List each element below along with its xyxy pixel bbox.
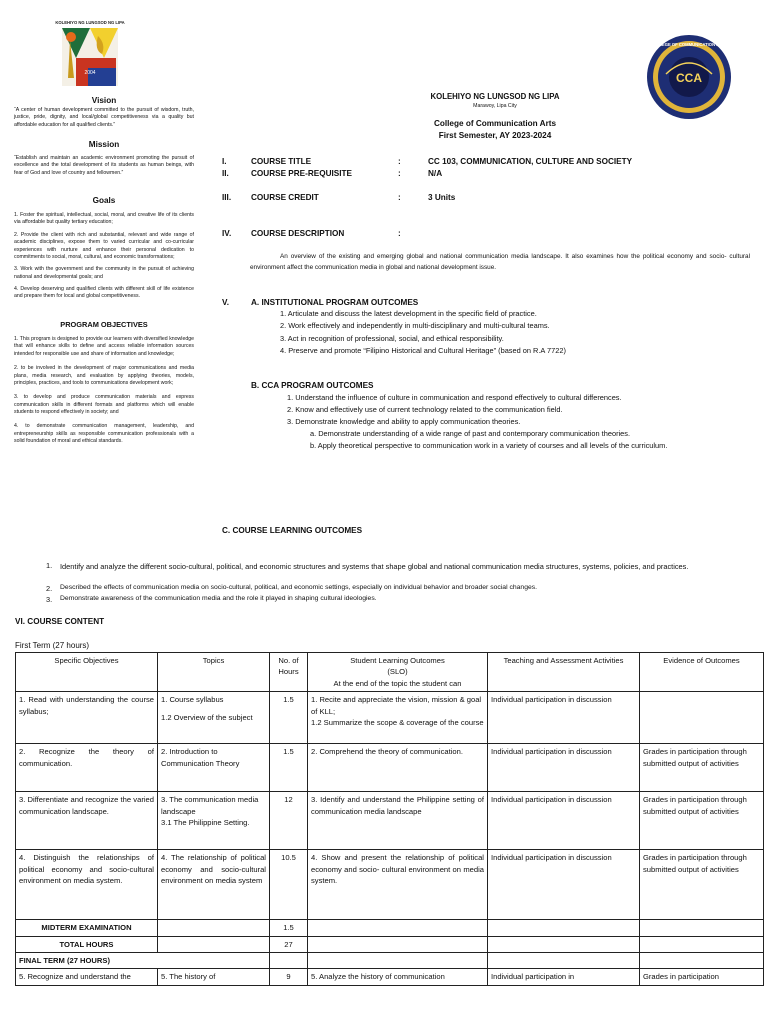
empty-cell (158, 936, 270, 952)
cell-hours: 9 (270, 969, 308, 985)
header-hours: No. of Hours (270, 653, 308, 692)
empty-cell (488, 952, 640, 968)
row-num-4: IV. (222, 229, 232, 238)
cca-outcome: 1. Understand the influence of culture in communication and respond effectively to cultural differences. (287, 393, 622, 402)
logo-left-year: 2004 (84, 70, 96, 76)
clo-number: 2. (46, 584, 53, 593)
cell-topic (158, 692, 270, 744)
colon: : (398, 193, 401, 202)
institutional-outcome: 2. Work effectively and independently in multi-disciplinary and multi-cultural teams. (280, 321, 550, 330)
cell-hours: 12 (270, 792, 308, 850)
empty-cell (488, 920, 640, 936)
midterm-row (16, 920, 764, 936)
table-row (16, 969, 764, 985)
empty-cell (308, 920, 488, 936)
goal-item: 3. Work with the government and the community in the pursuit of achieving national and developmental goals; and (14, 266, 194, 280)
course-title-value: CC 103, COMMUNICATION, CULTURE AND SOCIETY (428, 157, 633, 166)
midterm-hours: 1.5 (270, 920, 308, 936)
cell-tla: Individual participation in (488, 969, 640, 985)
school-address: Marawoy, Lipa City (473, 103, 517, 109)
row-num-1: I. (222, 157, 227, 166)
cca-outcome: 2. Know and effectively use of current technology related to the communication field. (287, 405, 563, 414)
cell-topic: 2. Introduction to Communication Theory (158, 744, 270, 792)
credit-label: COURSE CREDIT (251, 193, 319, 202)
midterm-label: MIDTERM EXAMINATION (16, 920, 158, 936)
course-content-title: VI. COURSE CONTENT (15, 617, 105, 626)
row-num-3: III. (222, 193, 232, 202)
goals-list (14, 212, 194, 306)
vision-text (14, 107, 194, 134)
logo-left-text: KOLEHIYO NG LUNGSOD NG LIPA (55, 20, 125, 25)
total-label: TOTAL HOURS (16, 936, 158, 952)
cell-tla: Individual participation in discussion (488, 692, 640, 744)
cell-objective: 2. Recognize the theory of communication. (16, 744, 158, 792)
cell-objective: 3. Differentiate and recognize the varied communication landscape. (16, 792, 158, 850)
cell-evidence: Grades in participation through submitted output of activities (640, 744, 764, 792)
cell-slo: 5. Analyze the history of communication (308, 969, 488, 985)
cell-topic (158, 792, 270, 850)
first-term-label: First Term (27 hours) (15, 641, 90, 650)
institutional-outcome: 4. Preserve and promote “Filipino Historical and Cultural Heritage” (based on R.A 7722) (280, 346, 566, 355)
empty-cell (640, 952, 764, 968)
header-objectives: Specific Objectives (16, 653, 158, 692)
header-tla: Teaching and Assessment Activities (488, 653, 640, 692)
logo-right-text: COLLEGE OF COMMUNICATION ARTS (650, 42, 728, 47)
table-header-row (16, 653, 764, 692)
course-learning-outcomes-title: C. COURSE LEARNING OUTCOMES (222, 526, 363, 535)
cell-slo: 2. Comprehend the theory of communication. (308, 744, 488, 792)
table-row (16, 792, 764, 850)
kll-logo (52, 18, 128, 90)
goal-item: 4. Develop deserving and qualified clients with different skill of life existence and prepare them for local and global competitiveness. (14, 286, 194, 300)
institutional-outcome: 3. Act in recognition of professional, social, and ethical responsibility. (280, 334, 504, 343)
slo-header-line: Student Learning Outcomes (350, 656, 445, 665)
colon: : (398, 157, 401, 166)
clo-text: Described the effects of communication media on socio-cultural, political, and economic settings, especially on individual behavior and broader social changes. (60, 584, 538, 591)
cell-objective: 4. Distinguish the relationships of political economy and socio-cultural environment on media system. (16, 850, 158, 920)
objectives-title: PROGRAM OBJECTIVES (60, 320, 148, 329)
cell-evidence (640, 692, 764, 744)
vision-title: Vision (91, 96, 117, 105)
semester: First Semester, AY 2023-2024 (438, 131, 552, 140)
row-num-2: II. (222, 169, 229, 178)
section-num-5: V. (222, 298, 229, 307)
course-content-table (15, 652, 764, 986)
cell-slo (308, 692, 488, 744)
objective-item: 4. to demonstrate communication management, leadership, and entrepreneurship skills as responsible communication professionals with a solid foundation of moral and ethical standards. (14, 423, 194, 445)
table-row (16, 692, 764, 744)
cca-sub-outcome: a. Demonstrate understanding of a wide range of past and contemporary communication theories. (310, 429, 631, 438)
cca-outcomes-title: B. CCA PROGRAM OUTCOMES (251, 381, 374, 390)
cell-hours: 1.5 (270, 692, 308, 744)
prereq-value: N/A (428, 169, 443, 178)
slo-header-line: At the end of the topic the student can (333, 678, 462, 688)
objectives-list (14, 336, 194, 451)
logo-right-mark: CCA (676, 71, 702, 85)
table-row (16, 850, 764, 920)
cell-slo: 3. Identify and understand the Philippine setting of communication media landscape (308, 792, 488, 850)
header-slo (308, 653, 488, 692)
school-name: KOLEHIYO NG LUNGSOD NG LIPA (430, 92, 560, 101)
objective-item: 2. to be involved in the development of major communications and media plans, media research, and evaluation by applying theories, models, principles, practices, and tools to communications development work; (14, 365, 194, 386)
cca-sub-outcome: b. Apply theoretical perspective to communication work in a variety of courses and all levels of the curriculum. (310, 441, 668, 450)
empty-cell (308, 952, 488, 968)
cell-evidence: Grades in participation (640, 969, 764, 985)
slo-line: 1. Recite and appreciate the vision, mission & goal of KLL; (311, 695, 482, 716)
empty-cell (640, 936, 764, 952)
slo-header-line: (SLO) (387, 667, 408, 677)
clo-number: 3. (46, 595, 53, 604)
header-evidence: Evidence of Outcomes (640, 653, 764, 692)
mission-text (14, 155, 194, 182)
cell-objective: 1. Read with understanding the course syllabus; (16, 692, 158, 744)
topic-line: 1.2 Overview of the subject (161, 712, 253, 722)
cell-tla: Individual participation in discussion (488, 792, 640, 850)
cell-tla: Individual participation in discussion (488, 744, 640, 792)
institutional-outcome: 1. Articulate and discuss the latest development in the specific field of practice. (280, 309, 537, 318)
header-topics: Topics (158, 653, 270, 692)
slo-line: 1.2 Summarize the scope & coverage of the course (311, 717, 484, 727)
cell-objective: 5. Recognize and understand the (16, 969, 158, 985)
goal-item: 1. Foster the spiritual, intellectual, social, moral, and creative life of its clients via affordable but quality tertiary education; (14, 212, 194, 226)
objective-item: 1. This program is designed to provide our learners with diversified knowledge that will enhance skills to define and access reliable information sources intended for responsible use and share of information and knowledge; (14, 336, 194, 357)
credit-value: 3 Units (428, 193, 456, 202)
cell-slo: 4. Show and present the relationship of political economy and socio- cultural environment on media system. (308, 850, 488, 920)
cell-topic: 4. The relationship of political economy and socio-cultural environment on media system (158, 850, 270, 920)
clo-number: 1. (46, 561, 53, 570)
mission-title: Mission (88, 140, 120, 149)
colon: : (398, 229, 401, 238)
objective-item: 3. to develop and produce communication materials and express communication skills in different formats and platforms which will enable students to respond effectively in society; and (14, 394, 194, 415)
topic-line: 1. Course syllabus (161, 695, 224, 705)
cca-logo (646, 34, 732, 120)
cell-evidence: Grades in participation through submitted output of activities (640, 792, 764, 850)
cell-tla: Individual participation in discussion (488, 850, 640, 920)
empty-cell (488, 936, 640, 952)
final-term-label: FINAL TERM (27 HOURS) (16, 952, 270, 968)
cell-hours: 1.5 (270, 744, 308, 792)
total-hours: 27 (270, 936, 308, 952)
empty-cell (270, 952, 308, 968)
description-label: COURSE DESCRIPTION (251, 229, 345, 238)
mission-paragraph: “Establish and maintain an academic environment promoting the pursuit of excellence and the total development of its students as human beings, with fear of God and love of country and fellowmen.” (14, 155, 194, 176)
course-title-label: COURSE TITLE (251, 157, 312, 166)
clo-text: Demonstrate awareness of the communication media and the role it played in shaping cultural ideologies. (60, 595, 377, 602)
empty-cell (640, 920, 764, 936)
cell-topic: 5. The history of (158, 969, 270, 985)
cell-evidence: Grades in participation through submitted output of activities (640, 850, 764, 920)
prereq-label: COURSE PRE-REQUISITE (251, 169, 352, 178)
total-row (16, 936, 764, 952)
institutional-outcomes-title: A. INSTITUTIONAL PROGRAM OUTCOMES (251, 298, 419, 307)
clo-text: Identify and analyze the different socio-cultural, political, and economic structures and systems that shape global and national communication media structures, systems, policies, and practices. (60, 562, 689, 571)
topic-line: 3. The communication media landscape (161, 795, 259, 816)
empty-cell (308, 936, 488, 952)
topic-line: 3.1 The Philippine Setting. (161, 817, 250, 827)
empty-cell (158, 920, 270, 936)
vision-paragraph: “A center of human development committed to the pursuit of wisdom, truth, justice, pride, dignity, and local/global competitiveness via a quality but affordable education for all qualified clients.” (14, 107, 194, 128)
colon: : (398, 169, 401, 178)
college-name: College of Communication Arts (433, 119, 557, 128)
goals-title: Goals (92, 196, 116, 205)
table-row (16, 744, 764, 792)
cell-hours: 10.5 (270, 850, 308, 920)
course-description: An overview of the existing and emerging global and national communication media landscape. It also examines how the political economy and socio- cultural environment affect the communication media in global and national development issue. (250, 253, 750, 272)
final-term-row (16, 952, 764, 968)
goal-item: 2. Provide the client with rich and substantial, relevant and wide range of academic disciplines, expose them to varied curricular and co-curricular experiences with nurture and enhance their personal dedication to commitments to social, moral, cultural, and economic transformations; (14, 231, 194, 260)
cca-outcome: 3. Demonstrate knowledge and ability to apply communication theories. (287, 417, 521, 426)
